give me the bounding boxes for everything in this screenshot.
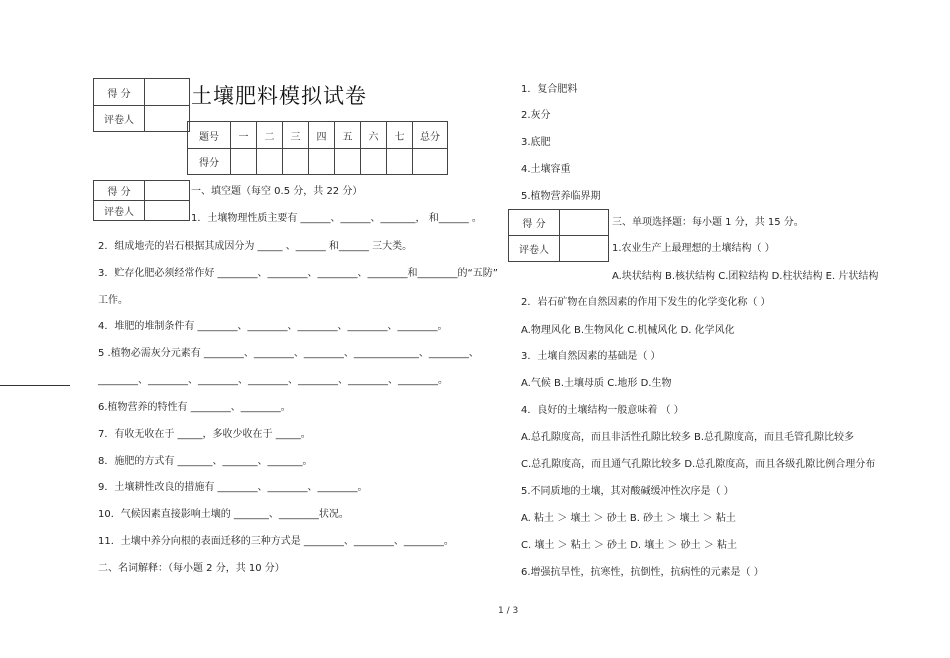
score-table-header: 六 [361,122,387,149]
mc-question-6: 6.增强抗旱性，抗寒性，抗倒性，抗病性的元素是（ ） [521,567,764,578]
question-1: 1．土壤物理性质主要有 ______、______、_______， 和______ 。 [191,213,482,224]
score-label: 得 分 [94,181,145,201]
term-1: 1．复合肥料 [521,84,578,95]
score-label: 得 分 [509,210,560,236]
term-3: 3.底肥 [521,137,551,148]
score-table-label: 得分 [188,149,231,175]
score-table-cell [257,149,283,175]
score-label: 得 分 [94,79,145,106]
question-4: 4．堆肥的堆制条件有 ________、________、________、________、________。 [98,321,448,332]
grader-cell [560,236,609,262]
mc-question-5-options-cd: C. 壤土 ＞ 粘土 ＞ 砂土 D. 壤土 ＞ 砂土 ＞ 粘土 [521,540,738,551]
section1-heading: 一、填空题（每空 0.5 分，共 22 分） [191,186,363,197]
grader-label: 评卷人 [94,201,145,221]
question-11: 11．土壤中养分向根的表面迁移的三种方式是 ________、________、________。 [98,536,454,547]
section3-heading: 三、单项选择题：每小题 1 分，共 15 分。 [612,217,804,228]
grader-label: 评卷人 [509,236,560,262]
question-9: 9．土壤耕性改良的措施有 ________、________、________。 [98,482,368,493]
score-box-section3 [508,209,609,262]
score-table-header: 五 [335,122,361,149]
question-7: 7．有收无收在于 _____，多收少收在于 _____。 [98,429,311,440]
mc-question-5: 5.不同质地的土壤，其对酸碱缓冲性次序是（ ） [521,486,734,497]
page-number: 1 / 3 [498,606,519,616]
section2-heading: 二、名词解释：（每小题 2 分，共 10 分） [98,563,285,574]
mc-question-1-options: A.块状结构 B.核状结构 C.团粒结构 D.柱状结构 E. 片状结构 [612,271,879,282]
score-table-header: 题号 [188,122,231,149]
term-2: 2.灰分 [521,110,551,121]
score-table-cell [361,149,387,175]
score-table-header: 七 [387,122,413,149]
score-table-header: 三 [283,122,309,149]
score-table-header: 一 [231,122,257,149]
grader-cell [145,201,190,221]
question-6: 6.植物营养的特性有 ________、________。 [98,402,291,413]
score-table-cell [413,149,448,175]
question-5: 5 .植物必需灰分元素有 ________、________、________、_____________、________、 [98,348,479,359]
score-table-cell [335,149,361,175]
score-table-cell [387,149,413,175]
mc-question-4-options-cd: C.总孔隙度高，而且通气孔隙比较多 D.总孔隙度高，而且各级孔隙比例合理分布 [521,459,876,470]
mc-question-2-options: A.物理风化 B.生物风化 C.机械风化 D. 化学风化 [521,325,735,336]
question-10: 10．气候因素直接影响土壤的 _______、________状况。 [98,509,349,520]
term-5: 5.植物营养临界期 [521,191,601,202]
score-cell [145,181,190,201]
term-4: 4.土壤容重 [521,164,571,175]
mc-question-4-options-ab: A.总孔隙度高，而且非活性孔隙比较多 B.总孔隙度高，而且毛管孔隙比较多 [521,432,855,443]
question-score-table [187,121,448,175]
question-3-cont: 工作。 [98,295,128,306]
grader-label: 评卷人 [94,106,145,132]
score-box-top [93,78,190,132]
score-cell [560,210,609,236]
question-2: 2．组成地壳的岩石根据其成因分为 _____ 、______ 和______ 三大类。 [98,241,413,252]
score-table-header: 二 [257,122,283,149]
score-cell [145,79,190,106]
mc-question-3-options: A.气候 B.土壤母质 C.地形 D.生物 [521,378,672,389]
mc-question-3: 3．土壤自然因素的基础是（ ） [521,351,661,362]
mc-question-5-options-ab: A. 粘土 ＞ 壤土 ＞ 砂土 B. 砂土 ＞ 壤土 ＞ 粘土 [521,513,736,524]
mc-question-2: 2．岩石矿物在自然因素的作用下发生的化学变化称（ ） [521,297,771,308]
score-box-section1 [93,180,190,221]
question-5-cont: ________、________、________、________、________、________、________。 [98,375,448,386]
page-title: 土壤肥料模拟试卷 [191,84,367,108]
question-3: 3．贮存化肥必须经常作好 ________、________、________、________和________的“五防” [98,268,498,279]
score-table-cell [283,149,309,175]
score-table-header: 四 [309,122,335,149]
score-table-cell [309,149,335,175]
question-8: 8．施肥的方式有 _______、_______、_______。 [98,456,313,467]
margin-line [0,385,70,386]
mc-question-1: 1.农业生产上最理想的土壤结构（ ） [612,243,775,254]
grader-cell [145,106,190,132]
score-table-cell [231,149,257,175]
score-table-header: 总分 [413,122,448,149]
mc-question-4: 4．良好的土壤结构一般意味着 （ ） [521,405,684,416]
